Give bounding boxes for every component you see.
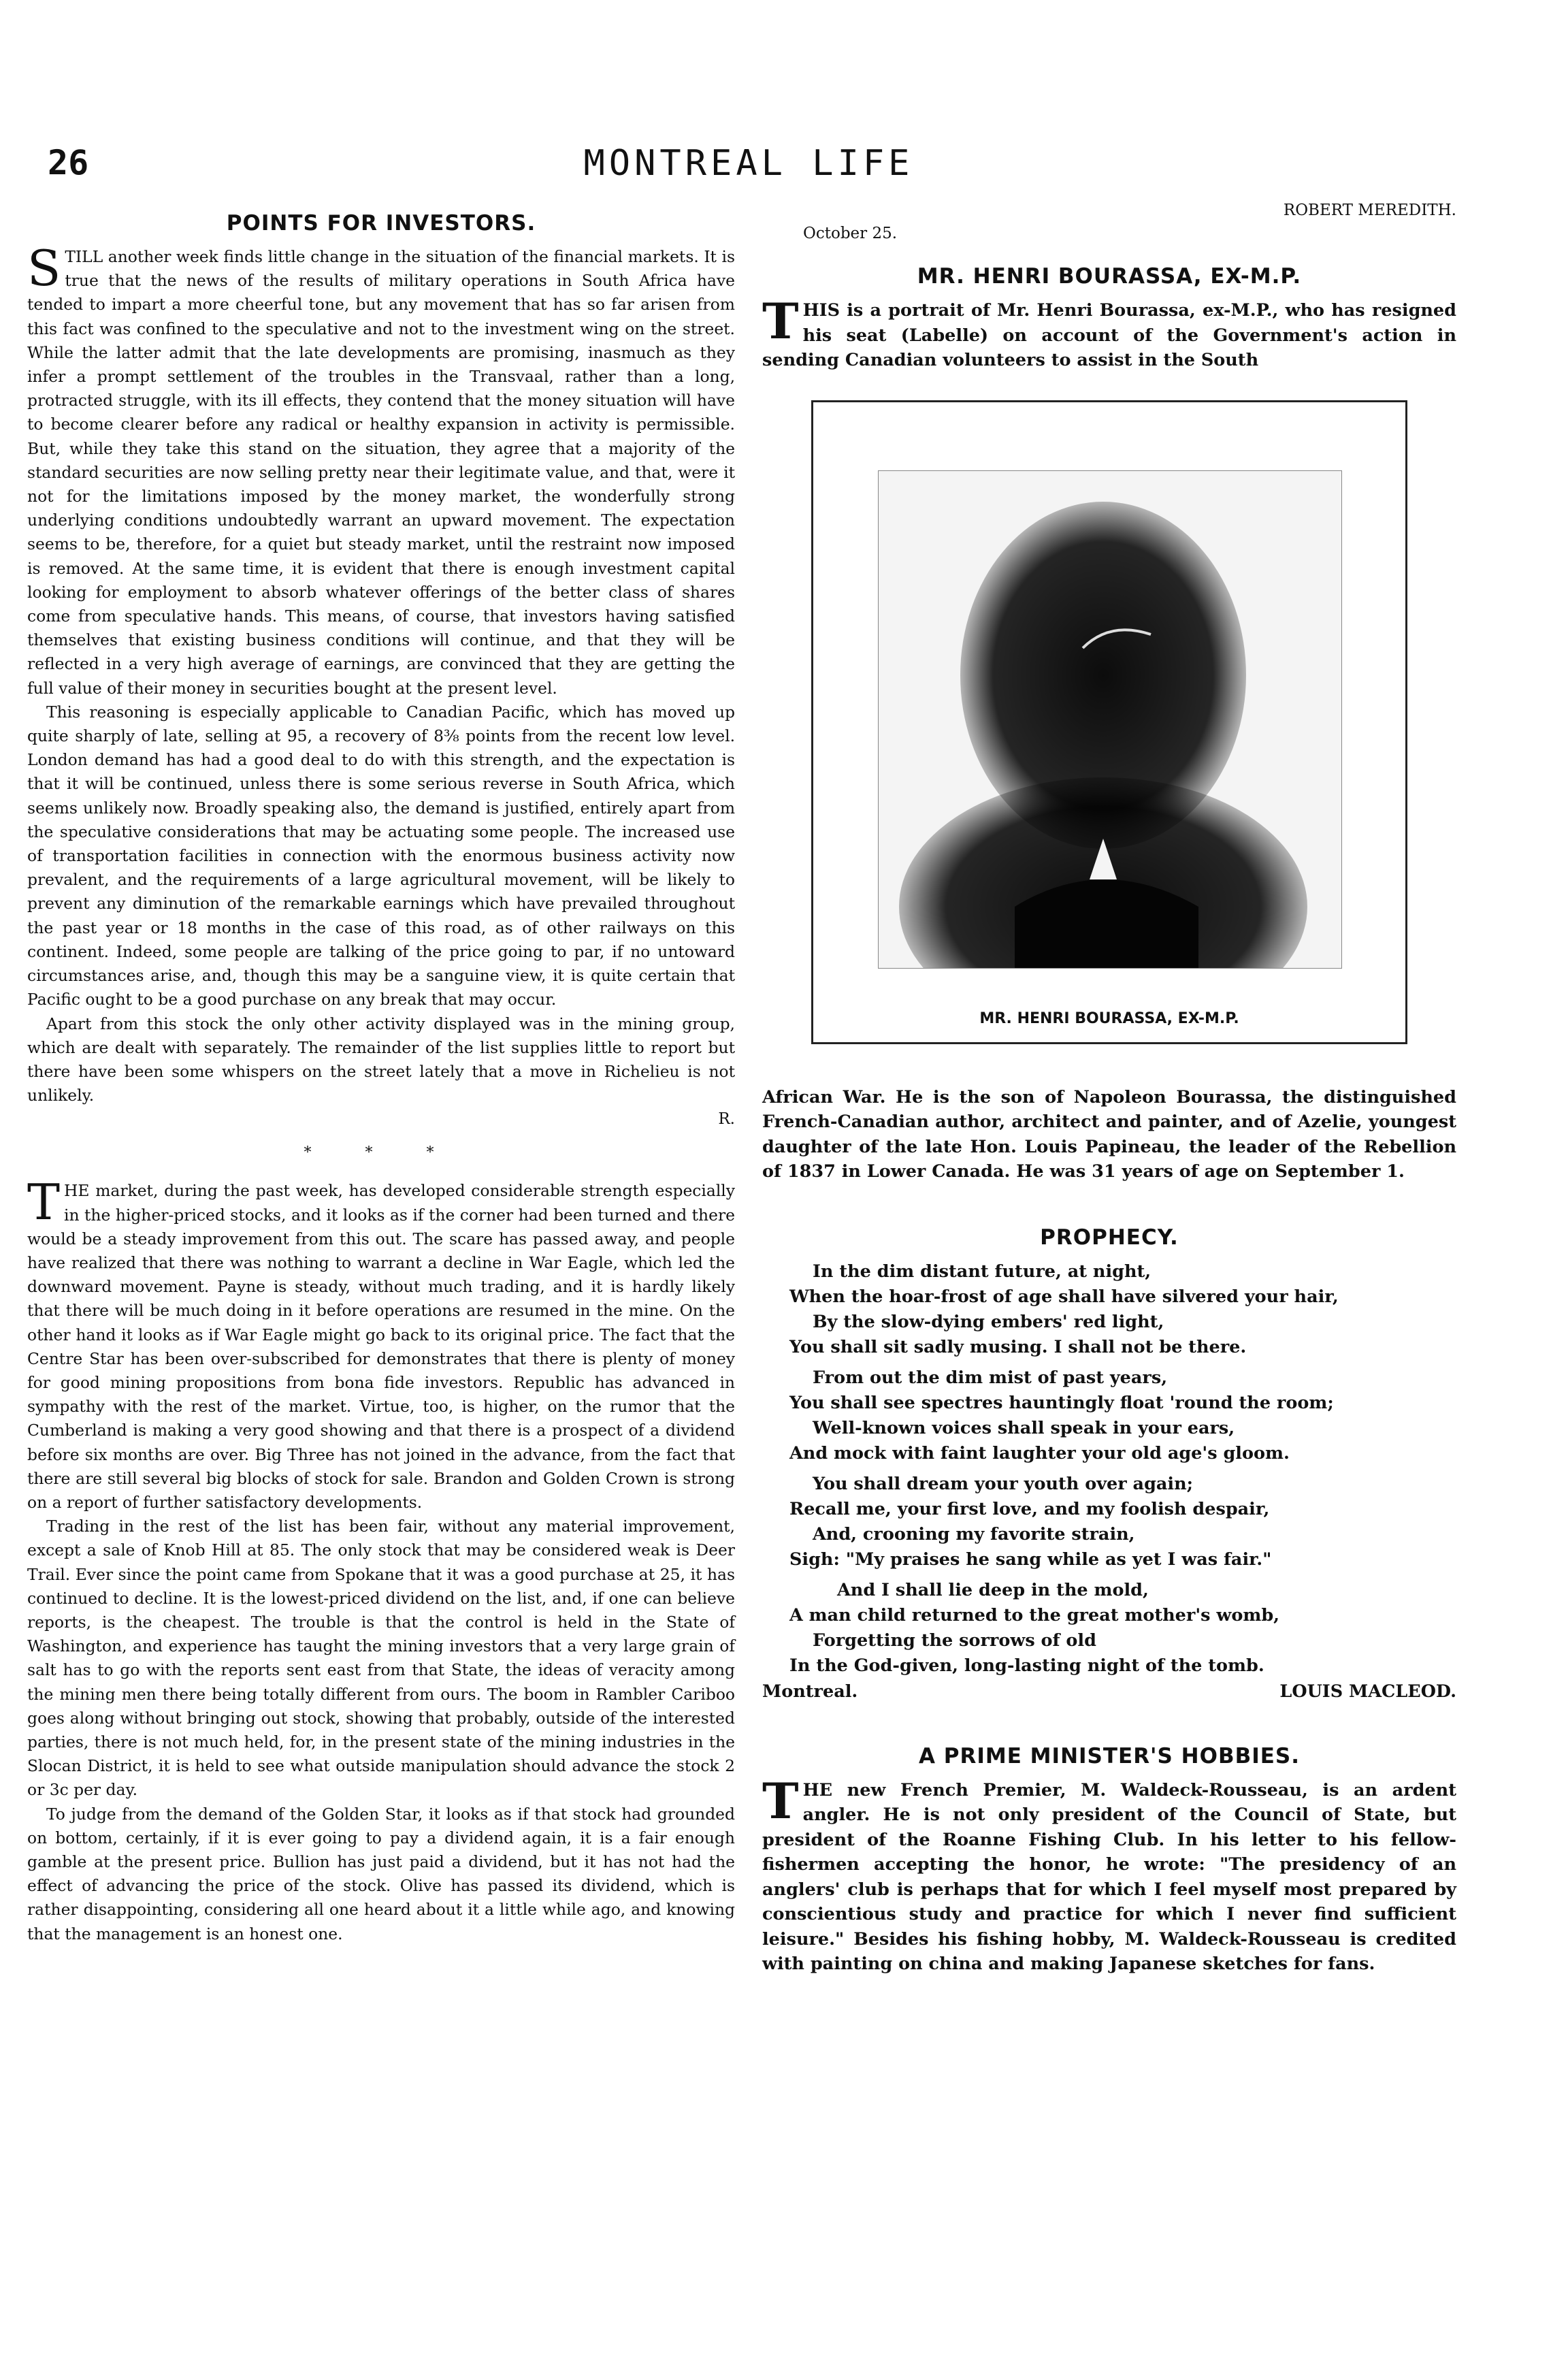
poem-line: Well-known voices shall speak in your ears, xyxy=(813,1417,1235,1438)
right-column xyxy=(762,199,1456,1977)
prophecy-signature xyxy=(762,1681,1456,1702)
prophecy-place: Montreal. xyxy=(762,1681,858,1702)
poem-line: You shall dream your youth over again; xyxy=(813,1473,1194,1494)
prophecy-headline: PROPHECY. xyxy=(1040,1225,1179,1250)
mining-paragraph-3: To judge from the demand of the Golden Star, it looks as if that stock had grounded on bottom, certainly, if it is ever going to pay a dividend again, it is a fair enough gamble at the present price. Bullion has just paid a dividend, but it has not had the effect of advancing the price of the stock. Olive has passed its dividend, which is rather disappointing, considering all one heard about it a little while ago, and knowing that the management is an honest one. xyxy=(27,1804,735,1943)
bourassa-continuation: African War. He is the son of Napoleon Bourassa, the distinguished French-Canadian author, architect and painter, and of Azelie, youngest daughter of the late Hon. Louis Papineau, the leader of the Rebellion of 1837 in Lower Canada. He was 31 years of age on September 1. xyxy=(762,1086,1456,1182)
investors-paragraph-1: STILL another week finds little change in the situation of the financial markets. It is true that the news of the results of military operations in South Africa have tended to impart a more cheerful tone, but any movement that has so far arisen from this fact was confined to the speculative and not to the investment wing on the street. While the latter admit that the late developments are promising, inasmuch as they infer a prompt settlement of the troubles in the Transvaal, rather than a long, protracted struggle, with its ill effects, they contend that the money situation will have to become clearer before any radical or healthy expansion in activity is permissible. But, while they take this stand on the situation, they agree that a majority of the standard securities are now selling pretty near their legitimate value, and that, were it not for the limitations imposed by the money market, the wonderfully strong underlying conditions undoubtedly warrant an upward movement. The expectation seems to be, therefore, for a quiet but steady market, until the restraint now imposed is removed. At the same time, it is evident that there is enough investment capital looking for employment to absorb whatever offerings of the better class of shares come from speculative hands. This means, of course, that investors having satisfied themselves that existing business conditions will continue, and that they will be reflected in a very high average of earnings, are convinced that they are getting the full value of their money in securities bought at the present level. xyxy=(27,240,735,698)
poem-line: You shall sit sadly musing. I shall not be there. xyxy=(789,1336,1247,1357)
poem-line: Sigh: "My praises he sang while as yet I was fair." xyxy=(789,1549,1272,1570)
poem-line: And I shall lie deep in the mold, xyxy=(837,1579,1149,1600)
prophecy-author: LOUIS MACLEOD. xyxy=(1279,1681,1456,1702)
bourassa-continuation-block xyxy=(762,1085,1456,1184)
poem-line: And, crooning my favorite strain, xyxy=(813,1523,1135,1545)
poem-line: Forgetting the sorrows of old xyxy=(813,1630,1096,1651)
portrait-photo xyxy=(878,470,1342,969)
mining-paragraph-1: THE market, during the past week, has developed considerable strength especially in the higher-priced stocks, and it looks as if the corner had been turned and there would be a steady improvement from this out. The scare has passed away, and people have realized that there was nothing to warrant a decline in War Eagle, which led the downward movement. Payne is steady, without much trading, and it is hardly likely that there will be much doing in it before operations are resumed in the mine. On the other hand it looks as if War Eagle might go back to its original price. The fact that the Centre Star has been over-subscribed for demonstrates that there is plenty of money for good mining propositions from bona fide investors. Republic has advanced in sympathy with the rest of the market. Virtue, too, is higher, on the rumor that the Cumberland is making a very good showing and that there is a prospect of a dividend before six months are over. Big Three has not joined in the advance, from the fact that there are still several big blocks of stock for sale. Brandon and Golden Crown is strong on a report of further satisfactory developments. xyxy=(27,1174,735,1512)
section-separator: * * * xyxy=(304,1144,459,1162)
investors-paragraph-3: Apart from this stock the only other activity displayed was in the mining group, which are dealt with separately. The remainder of the list supplies little to report but there have been some whispers on the street lately that a move in Richelieu is not unlikely. xyxy=(27,1014,735,1105)
bourassa-intro: THIS is a portrait of Mr. Henri Bourassa, ex-M.P., who has resigned his seat (Labelle) on account of the Government's action in sending Canadian volunteers to assist in the South xyxy=(762,292,1456,370)
bourassa-headline: MR. HENRI BOURASSA, EX-M.P. xyxy=(917,264,1302,289)
hobbies-body: THE new French Premier, M. Waldeck-Rousseau, is an ardent angler. He is not only president of the Council of State, but president of the Roanne Fishing Club. In his letter to his fellow-fishermen accepting the honor, he wrote: "The presidency of an anglers' club is perhaps that for which I feel myself most prepared by conscientious study and practice for which I never find sufficient leisure." Besides his fishing hobby, M. Waldeck-Rousseau is credited with painting on china and making Japanese sketches for fans. xyxy=(762,1771,1456,1974)
prophecy-poem xyxy=(789,1259,1456,1679)
poem-line: By the slow-dying embers' red light, xyxy=(813,1311,1164,1332)
mining-paragraph-2: Trading in the rest of the list has been fair, without any material improvement, except a sale of Knob Hill at 85. The only stock that may be considered weak is Deer Trail. Ever since the point came from Spokane that it was a good purchase at 25, it has continued to decline. It is the lowest-priced dividend on the list, and, if one can believe reports, is the cheapest. The trouble is that the control is held in the State of Washington, and experience has taught the mining investors that a very large grain of salt has to go with the reports sent east from that State, the ideas of veracity among the mining men there being totally different from ours. The boom in Rambler Cariboo goes along without bringing out stock, showing that probably, outside of the interested parties, there is not much held, for, in the present state of the mining industries in the Slocan District, it is held to see what outside manipulation should advance the stock 2 or 3c per day. xyxy=(27,1517,735,1800)
hobbies-block xyxy=(762,1771,1456,1977)
bourassa-intro-block xyxy=(762,292,1456,373)
investors-paragraph-2: This reasoning is especially applicable to Canadian Pacific, which has moved up quite sharply of late, selling at 95, a recovery of 8⅜ points from the recent low level. London demand has had a good deal to do with this strength, and the expectation is that it will be continued, unless there is some serious reverse in South Africa, which seems unlikely now. Broadly speaking also, the demand is justified, entirely apart from the speculative considerations that may be actuating some people. The increased use of transportation facilities in connection with the enormous business activity now prevalent, and the requirements of a large agricultural movement, will be likely to prevent any diminution of the remarkable earnings which have prevailed throughout the past year or 18 months in the case of this road, as of other railways on this continent. Indeed, some people are talking of the price going to par, if no untoward circumstances arise, and, though this may be a sanguine view, it is quite certain that Pacific ought to be a good purchase on any break that may occur. xyxy=(27,702,735,1009)
running-title: MONTREAL LIFE xyxy=(583,143,914,184)
left-column xyxy=(27,211,735,1946)
investors-headline: POINTS FOR INVESTORS. xyxy=(226,211,536,236)
investors-signature: R. xyxy=(718,1110,735,1129)
poem-line: When the hoar-frost of age shall have silvered your hair, xyxy=(789,1286,1339,1307)
poem-line: In the God-given, long-lasting night of the tomb. xyxy=(789,1655,1264,1676)
page-number: 26 xyxy=(48,143,89,182)
poem-line: Recall me, your first love, and my foolish despair, xyxy=(789,1498,1270,1519)
hobbies-headline: A PRIME MINISTER'S HOBBIES. xyxy=(918,1743,1301,1768)
poem-line: In the dim distant future, at night, xyxy=(813,1261,1152,1282)
poem-line: A man child returned to the great mother's womb, xyxy=(789,1604,1280,1626)
poem-line: You shall see spectres hauntingly float 'round the room; xyxy=(789,1392,1334,1413)
portrait-silhouette xyxy=(879,471,1341,968)
mining-date: October 25. xyxy=(803,225,898,242)
portrait-caption: MR. HENRI BOURASSA, EX-M.P. xyxy=(979,1009,1239,1027)
mining-signature: ROBERT MEREDITH. xyxy=(1283,201,1456,219)
portrait-frame xyxy=(811,400,1407,1044)
poem-line: From out the dim mist of past years, xyxy=(813,1367,1168,1388)
page-header xyxy=(48,143,1450,191)
poem-line: And mock with faint laughter your old age's gloom. xyxy=(789,1442,1290,1464)
